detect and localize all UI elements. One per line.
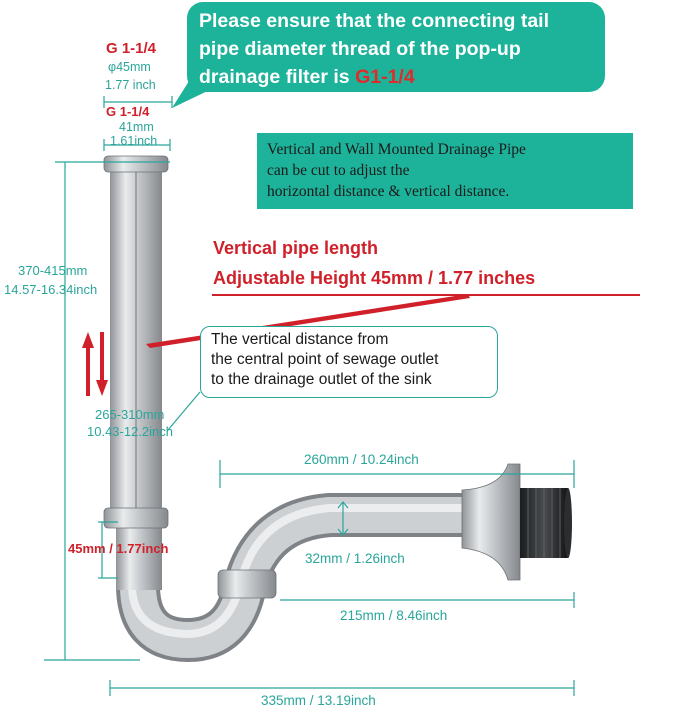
note-line-1: The vertical distance from [211,331,389,348]
tail-diameter-mm: 41mm [119,120,154,134]
cut-to-adjust-note [257,133,633,209]
upper-length-label: 260mm / 10.24inch [304,452,419,467]
total-height-mm: 370-415mm [18,263,88,278]
info-line-2: can be cut to adjust the [267,162,410,179]
tail-thread-spec: G 1-1/4 [106,104,150,119]
top-diameter-inch: 1.77 inch [105,78,156,92]
p-trap-pipe [104,156,572,640]
vertical-distance-inch: 10.43-12.2inch [87,424,174,439]
info-line-1: Vertical and Wall Mounted Drainage Pipe [267,141,526,158]
adjust-title: Vertical pipe length [213,238,379,258]
overall-width-label: 335mm / 13.19inch [261,693,376,708]
callout-line-3 [199,66,415,89]
callout-line-2: pipe diameter thread of the pop-up [199,38,521,60]
thread-warning-callout [187,2,605,92]
adjust-height-label: Adjustable Height 45mm / 1.77 inches [213,268,536,288]
top-thread-spec: G 1-1/4 [106,40,157,57]
vertical-distance-note [200,326,498,398]
lower-length-label: 215mm / 8.46inch [340,608,448,623]
total-height-inch: 14.57-16.34inch [4,282,98,297]
note-line-2: the central point of sewage outlet [211,351,439,368]
adjust-range-label: 45mm / 1.77inch [68,541,169,556]
callout-thread-spec: G1-1/4 [355,66,415,88]
note-line-3: to the drainage outlet of the sink [211,371,432,388]
callout-line-1: Please ensure that the connecting tail [199,10,550,32]
pipe-diameter-label: 32mm / 1.26inch [305,551,405,566]
callout-line-3-text: drainage filter is [199,66,356,88]
top-diameter-mm: φ45mm [108,60,151,74]
info-line-3: horizontal distance & vertical distance. [267,183,510,200]
tail-diameter-inch: 1.61inch [110,134,158,148]
vertical-distance-mm: 265-310mm [95,407,165,422]
